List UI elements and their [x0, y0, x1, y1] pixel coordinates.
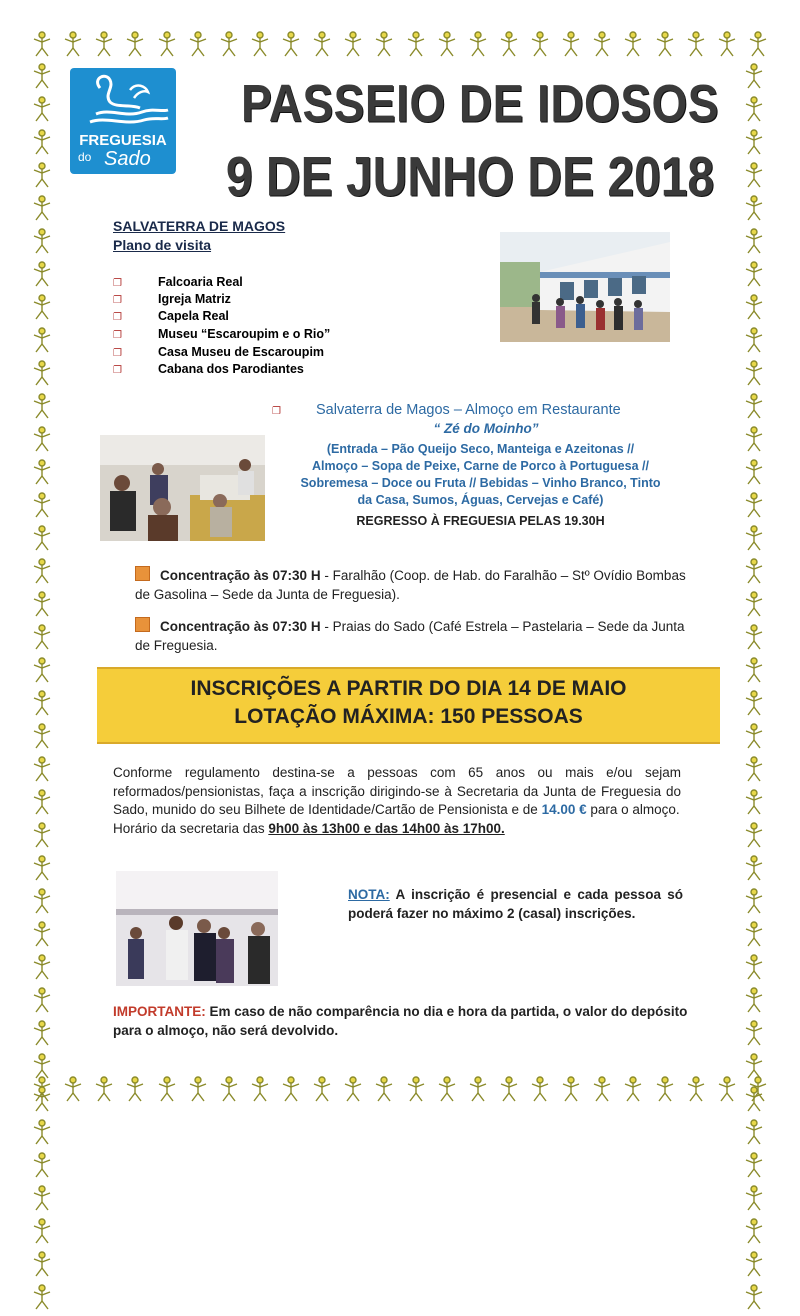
border-figure-icon [30, 491, 58, 524]
border-figure-icon [279, 30, 303, 58]
border-figure-icon [186, 1075, 210, 1103]
border-figure-icon [742, 854, 770, 887]
border-figure-icon [466, 30, 490, 58]
note: NOTA: A inscrição é presencial e cada pessoa só poderá fazer no máximo 2 (casal) inscrições. [348, 887, 683, 921]
border-figure-icon [742, 293, 770, 326]
logo-title: FREGUESIA [79, 132, 167, 149]
important-label: IMPORTANTE: [113, 1004, 206, 1019]
border-figure-icon [30, 788, 58, 821]
border-figure-icon [30, 1019, 58, 1052]
border-figure-icon [742, 689, 770, 722]
border-figure-icon [372, 30, 396, 58]
event-date: 9 DE JUNHO DE 2018 [225, 147, 715, 208]
border-figure-icon [30, 1052, 58, 1085]
border-figure-icon [684, 30, 708, 58]
border-figure-icon [742, 260, 770, 293]
border-figure-icon [30, 458, 58, 491]
border-figure-icon [61, 1075, 85, 1103]
border-figure-icon [30, 689, 58, 722]
border-figure-icon [30, 854, 58, 887]
border-figure-icon [435, 1075, 459, 1103]
border-figure-icon [155, 30, 179, 58]
border-figure-icon [742, 458, 770, 491]
border-figure-icon [30, 524, 58, 557]
border-figure-icon [310, 30, 334, 58]
border-figure-icon [715, 1075, 739, 1103]
border-figure-icon [30, 722, 58, 755]
bullet-icon: ❐ [113, 278, 122, 289]
border-figure-icon [497, 1075, 521, 1103]
border-figure-icon [30, 1283, 58, 1316]
border-figure-icon [497, 30, 521, 58]
border-figure-icon [742, 1019, 770, 1052]
border-figure-icon [742, 920, 770, 953]
list-item: ❐ Capela Real [113, 309, 229, 323]
registration-info: Conforme regulamento destina-se a pessoas com 65 anos ou mais e/ou sejam reformados/pensionistas, faça a inscrição dirigindo-se à Secretaria da Junta de Freguesia do Sado, munido do seu Bilhete de Identidade/Cartão de Pensionista e de 14.00 € para o almoço. Horário da secretaria das 9h00 às 13h00 e das 14h00 às 17h00. [113, 765, 681, 836]
border-figure-icon [742, 557, 770, 590]
return-time: REGRESSO À FREGUESIA PELAS 19.30H [356, 514, 605, 528]
border-figure-icon [30, 194, 58, 227]
border-figure-icon [742, 491, 770, 524]
border-figure-icon [742, 1118, 770, 1151]
border-figure-icon [466, 1075, 490, 1103]
logo-sado: Sado [104, 148, 151, 170]
bullet-icon: ❐ [113, 330, 122, 341]
border-figure-icon [30, 1217, 58, 1250]
border-figure-icon [742, 359, 770, 392]
border-figure-icon [742, 722, 770, 755]
border-figure-icon [30, 1085, 58, 1118]
border-figure-icon [92, 30, 116, 58]
logo-do: do [78, 150, 92, 164]
dance-photo [116, 871, 278, 986]
border-figure-icon [310, 1075, 334, 1103]
border-figure-icon [30, 30, 54, 58]
border-figure-icon [217, 30, 241, 58]
border-figure-icon [742, 524, 770, 557]
square-bullet-icon [135, 617, 150, 632]
border-figure-icon [92, 1075, 116, 1103]
border-figure-icon [341, 1075, 365, 1103]
border-figure-icon [217, 1075, 241, 1103]
office-hours: 9h00 às 13h00 e das 14h00 às 17h00. [268, 820, 505, 836]
border-figure-icon [30, 1184, 58, 1217]
border-figure-icon [742, 788, 770, 821]
square-bullet-icon [135, 566, 150, 581]
border-figure-icon [742, 1184, 770, 1217]
border-figure-icon [30, 95, 58, 128]
border-figure-icon [30, 1250, 58, 1283]
border-bottom [30, 1075, 770, 1103]
border-figure-icon [742, 656, 770, 689]
list-item: ❐ Museu “Escaroupim e o Rio” [113, 327, 331, 341]
plan-heading: Plano de visita [113, 237, 212, 253]
banner-line-2: LOTAÇÃO MÁXIMA: 150 PESSOAS [234, 705, 583, 728]
border-right [742, 62, 770, 1069]
border-figure-icon [248, 30, 272, 58]
menu-description: (Entrada – Pão Queijo Seco, Manteiga e Azeitonas // Almoço – Sopa de Peixe, Carne de Porco à Portuguesa // Sobremesa – Doce ou Fruta // Bebidas – Vinho Branco, Tinto da Casa, Sumos, Águas, Cervejas e Café) [300, 442, 661, 507]
border-figure-icon [742, 590, 770, 623]
border-figure-icon [653, 1075, 677, 1103]
border-figure-icon [742, 1283, 770, 1316]
border-figure-icon [742, 1052, 770, 1085]
border-figure-icon [30, 887, 58, 920]
border-figure-icon [372, 1075, 396, 1103]
border-figure-icon [30, 821, 58, 854]
place-heading: SALVATERRA DE MAGOS [113, 218, 286, 234]
border-figure-icon [30, 755, 58, 788]
border-figure-icon [30, 392, 58, 425]
border-figure-icon [742, 986, 770, 1019]
border-figure-icon [404, 1075, 428, 1103]
border-figure-icon [30, 953, 58, 986]
border-figure-icon [528, 30, 552, 58]
border-figure-icon [248, 1075, 272, 1103]
border-figure-icon [742, 887, 770, 920]
border-figure-icon [155, 1075, 179, 1103]
bullet-icon: ❐ [113, 312, 122, 323]
border-figure-icon [559, 30, 583, 58]
border-figure-icon [742, 326, 770, 359]
border-figure-icon [30, 227, 58, 260]
list-item: ❐ Falcoaria Real [113, 275, 243, 289]
border-figure-icon [341, 30, 365, 58]
border-figure-icon [528, 1075, 552, 1103]
registration-banner [97, 667, 720, 744]
border-figure-icon [742, 392, 770, 425]
note-label: NOTA: [348, 887, 390, 902]
lunch-heading: ❐ Salvaterra de Magos – Almoço em Restaurante [272, 402, 621, 418]
restaurant-name: “ Zé do Moinho” [433, 421, 539, 436]
border-figure-icon [742, 227, 770, 260]
border-figure-icon [621, 1075, 645, 1103]
list-item: ❐ Igreja Matriz [113, 292, 231, 306]
border-figure-icon [742, 1151, 770, 1184]
price: 14.00 € [541, 802, 587, 817]
border-figure-icon [30, 128, 58, 161]
border-figure-icon [435, 30, 459, 58]
border-figure-icon [61, 30, 85, 58]
freguesia-logo [70, 68, 176, 174]
border-figure-icon [30, 557, 58, 590]
border-figure-icon [590, 1075, 614, 1103]
important-notice: IMPORTANTE: Em caso de não comparência no dia e hora da partida, o valor do depósito para o almoço, não será devolvido. [113, 1004, 688, 1038]
border-figure-icon [30, 590, 58, 623]
border-figure-icon [30, 425, 58, 458]
border-figure-icon [653, 30, 677, 58]
border-figure-icon [746, 30, 770, 58]
border-left [30, 62, 58, 1069]
border-figure-icon [30, 260, 58, 293]
border-figure-icon [123, 30, 147, 58]
border-figure-icon [742, 953, 770, 986]
border-figure-icon [742, 755, 770, 788]
border-figure-icon [742, 821, 770, 854]
border-figure-icon [186, 30, 210, 58]
border-figure-icon [30, 986, 58, 1019]
border-figure-icon [30, 1151, 58, 1184]
bullet-icon: ❐ [272, 406, 281, 417]
bullet-icon: ❐ [113, 365, 122, 376]
concentration-2: Concentração às 07:30 H - Praias do Sado (Café Estrela – Pastelaria – Sede da Junta de Freguesia. [135, 619, 685, 653]
list-item: ❐ Cabana dos Parodiantes [113, 362, 304, 376]
border-figure-icon [590, 30, 614, 58]
border-figure-icon [404, 30, 428, 58]
bird-icon [70, 68, 176, 132]
banner-line-1: INSCRIÇÕES A PARTIR DO DIA 14 DE MAIO [190, 677, 627, 700]
border-figure-icon [30, 623, 58, 656]
restaurant-photo [100, 435, 265, 541]
border-figure-icon [30, 920, 58, 953]
border-figure-icon [559, 1075, 583, 1103]
border-figure-icon [30, 1118, 58, 1151]
border-figure-icon [30, 326, 58, 359]
border-top [30, 30, 770, 58]
list-item: ❐ Casa Museu de Escaroupim [113, 345, 325, 359]
border-figure-icon [30, 161, 58, 194]
page-title: PASSEIO DE IDOSOS [241, 73, 719, 133]
border-figure-icon [30, 62, 58, 95]
group-photo [500, 232, 670, 342]
border-figure-icon [30, 293, 58, 326]
border-figure-icon [742, 1085, 770, 1118]
bullet-icon: ❐ [113, 295, 122, 306]
border-figure-icon [684, 1075, 708, 1103]
border-figure-icon [742, 1250, 770, 1283]
border-figure-icon [742, 1217, 770, 1250]
border-figure-icon [715, 30, 739, 58]
border-figure-icon [742, 623, 770, 656]
concentration-1: Concentração às 07:30 H - Faralhão (Coop. de Hab. do Faralhão – Stº Ovídio Bombas de Gasolina – Sede da Junta de Freguesia). [135, 568, 686, 602]
border-figure-icon [742, 425, 770, 458]
border-figure-icon [30, 359, 58, 392]
border-figure-icon [279, 1075, 303, 1103]
border-figure-icon [123, 1075, 147, 1103]
border-figure-icon [30, 656, 58, 689]
border-figure-icon [621, 30, 645, 58]
bullet-icon: ❐ [113, 348, 122, 359]
